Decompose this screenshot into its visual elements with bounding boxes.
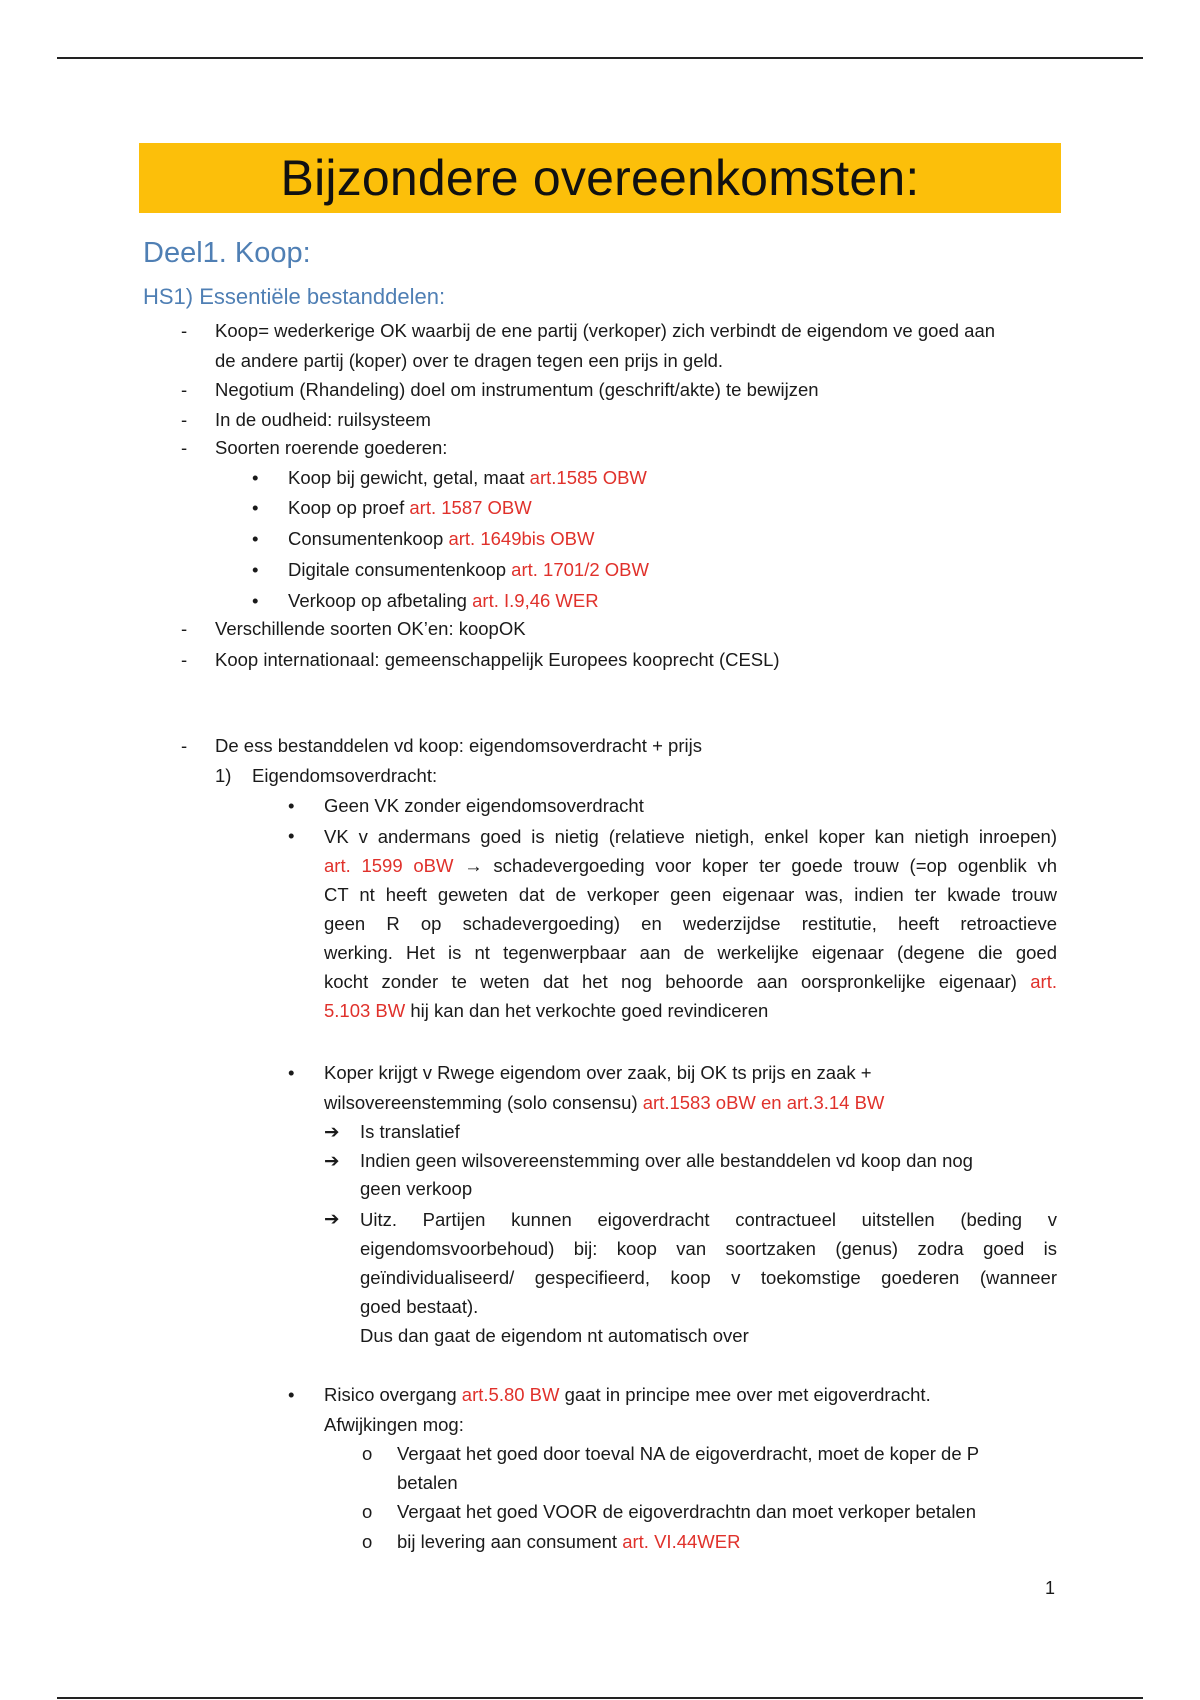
bullet-marker: • — [288, 1062, 295, 1083]
circle-marker: o — [362, 1531, 373, 1552]
list-item: De ess bestanddelen vd koop: eigendomsoverdracht + prijs — [215, 735, 702, 756]
arrow-marker: ➔ — [324, 1150, 340, 1171]
number-marker: 1) — [215, 765, 232, 786]
article-reference: art. I.9,46 WER — [472, 590, 599, 611]
arrow-marker: ➔ — [324, 1208, 340, 1229]
arrow-item: geen verkoop — [360, 1178, 473, 1199]
bullet-marker: • — [252, 559, 259, 580]
title-banner — [139, 143, 1061, 213]
dash-marker: - — [181, 409, 188, 430]
dash-marker: - — [181, 437, 188, 458]
bullet-marker: • — [252, 497, 259, 518]
heading-hs1: HS1) Essentiële bestanddelen: — [143, 284, 446, 309]
dash-marker: - — [181, 618, 188, 639]
dash-marker: - — [181, 649, 188, 670]
list-item: Koop op proef art. 1587 OBW — [288, 497, 532, 518]
circle-marker: o — [362, 1501, 373, 1522]
bullet-marker: • — [288, 795, 295, 816]
list-item: Soorten roerende goederen: — [215, 437, 448, 458]
paragraph-nietigheid: VK v andermans goed is nietig (relatieve nietigh, enkel koper kan nietigh inroepen) art. 1599 oBW → schadevergoeding voor koper ter goede trouw (=op ogenblik vh CT nt heeft geweten dat de verkoper geen eigenaar was, indien ter kwade trouw geen R op schadevergoeding) en wederzijdse restitutie, heeft retroactieve werking. Het is nt tegenwerpbaar aan de werkelijke eigenaar (degene die goed kocht zonder te weten dat het nog behoorde aan oorspronkelijke eigenaar) art. 5.103 BW hij kan dan het verkochte goed revindiceren — [324, 826, 1057, 1021]
document-title: Bijzondere overeenkomsten: — [280, 150, 920, 206]
arrow-item: Indien geen wilsovereenstemming over alle bestanddelen vd koop dan nog — [360, 1150, 973, 1171]
top-rule — [57, 57, 1143, 59]
dash-marker: - — [181, 379, 188, 400]
list-item: Koop bij gewicht, getal, maat art.1585 OBW — [288, 467, 647, 488]
heading-deel1: Deel1. Koop: — [143, 237, 311, 269]
list-item: de andere partij (koper) over te dragen tegen een prijs in geld. — [215, 350, 724, 371]
bullet-marker: • — [288, 1384, 295, 1405]
list-item: Afwijkingen mog: — [324, 1414, 464, 1435]
article-reference: art. 1587 OBW — [409, 497, 532, 518]
list-item: Verkoop op afbetaling art. I.9,46 WER — [288, 590, 599, 611]
paragraph-uitzondering: Uitz. Partijen kunnen eigoverdracht contractueel uitstellen (beding v eigendomsvoorbehoud) bij: koop van soortzaken (genus) zodra goed is geïndividualiseerd/ gespecifieerd, koop v toekomstige goederen (wanneer goed bestaat). Dus dan gaat de eigendom nt automatisch over — [360, 1209, 1057, 1346]
dash-marker: - — [181, 320, 188, 341]
article-reference: 5.103 BW — [324, 1000, 406, 1021]
article-reference: art.1583 oBW en art.3.14 BW — [642, 1092, 885, 1113]
sub-item: betalen — [397, 1472, 458, 1493]
list-item: Risico overgang art.5.80 BW gaat in principe mee over met eigoverdracht. — [324, 1384, 931, 1405]
bullet-marker: • — [252, 590, 259, 611]
article-reference: art. 1649bis OBW — [448, 528, 595, 549]
list-item: Consumentenkoop art. 1649bis OBW — [288, 528, 595, 549]
list-item: Negotium (Rhandeling) doel om instrumentum (geschrift/akte) te bewijzen — [215, 379, 819, 400]
list-item: Geen VK zonder eigendomsoverdracht — [324, 795, 644, 816]
list-item: Verschillende soorten OK’en: koopOK — [215, 618, 526, 639]
bullet-marker: • — [252, 528, 259, 549]
numbered-item: Eigendomsoverdracht: — [252, 765, 438, 786]
article-reference: art. VI.44WER — [622, 1531, 741, 1552]
list-item: Koop internationaal: gemeenschappelijk Europees kooprecht (CESL) — [215, 649, 780, 670]
article-reference: art. — [1030, 971, 1057, 992]
article-reference: art.1585 OBW — [529, 467, 647, 488]
article-reference: art. 1599 oBW — [324, 855, 454, 876]
list-item: wilsovereenstemming (solo consensu) art.1583 oBW en art.3.14 BW — [324, 1092, 885, 1113]
arrow-item: Is translatief — [360, 1121, 460, 1142]
bullet-marker: • — [288, 825, 295, 846]
arrow-marker: ➔ — [324, 1121, 340, 1142]
sub-item: bij levering aan consument art. VI.44WER — [397, 1531, 741, 1552]
list-item: Koper krijgt v Rwege eigendom over zaak, bij OK ts prijs en zaak + — [324, 1062, 872, 1083]
article-reference: art. 1701/2 OBW — [511, 559, 649, 580]
bottom-rule — [57, 1697, 1143, 1699]
bullet-marker: • — [252, 467, 259, 488]
dash-marker: - — [181, 735, 188, 756]
list-item: Koop= wederkerige OK waarbij de ene partij (verkoper) zich verbindt de eigendom ve goed aan — [215, 320, 996, 341]
list-item: Digitale consumentenkoop art. 1701/2 OBW — [288, 559, 649, 580]
page-number: 1 — [1045, 1578, 1056, 1598]
sub-item: Vergaat het goed door toeval NA de eigoverdracht, moet de koper de P — [397, 1443, 980, 1464]
list-item: In de oudheid: ruilsysteem — [215, 409, 431, 430]
article-reference: art.5.80 BW — [461, 1384, 560, 1405]
sub-item: Vergaat het goed VOOR de eigoverdrachtn dan moet verkoper betalen — [397, 1501, 977, 1522]
circle-marker: o — [362, 1443, 373, 1464]
